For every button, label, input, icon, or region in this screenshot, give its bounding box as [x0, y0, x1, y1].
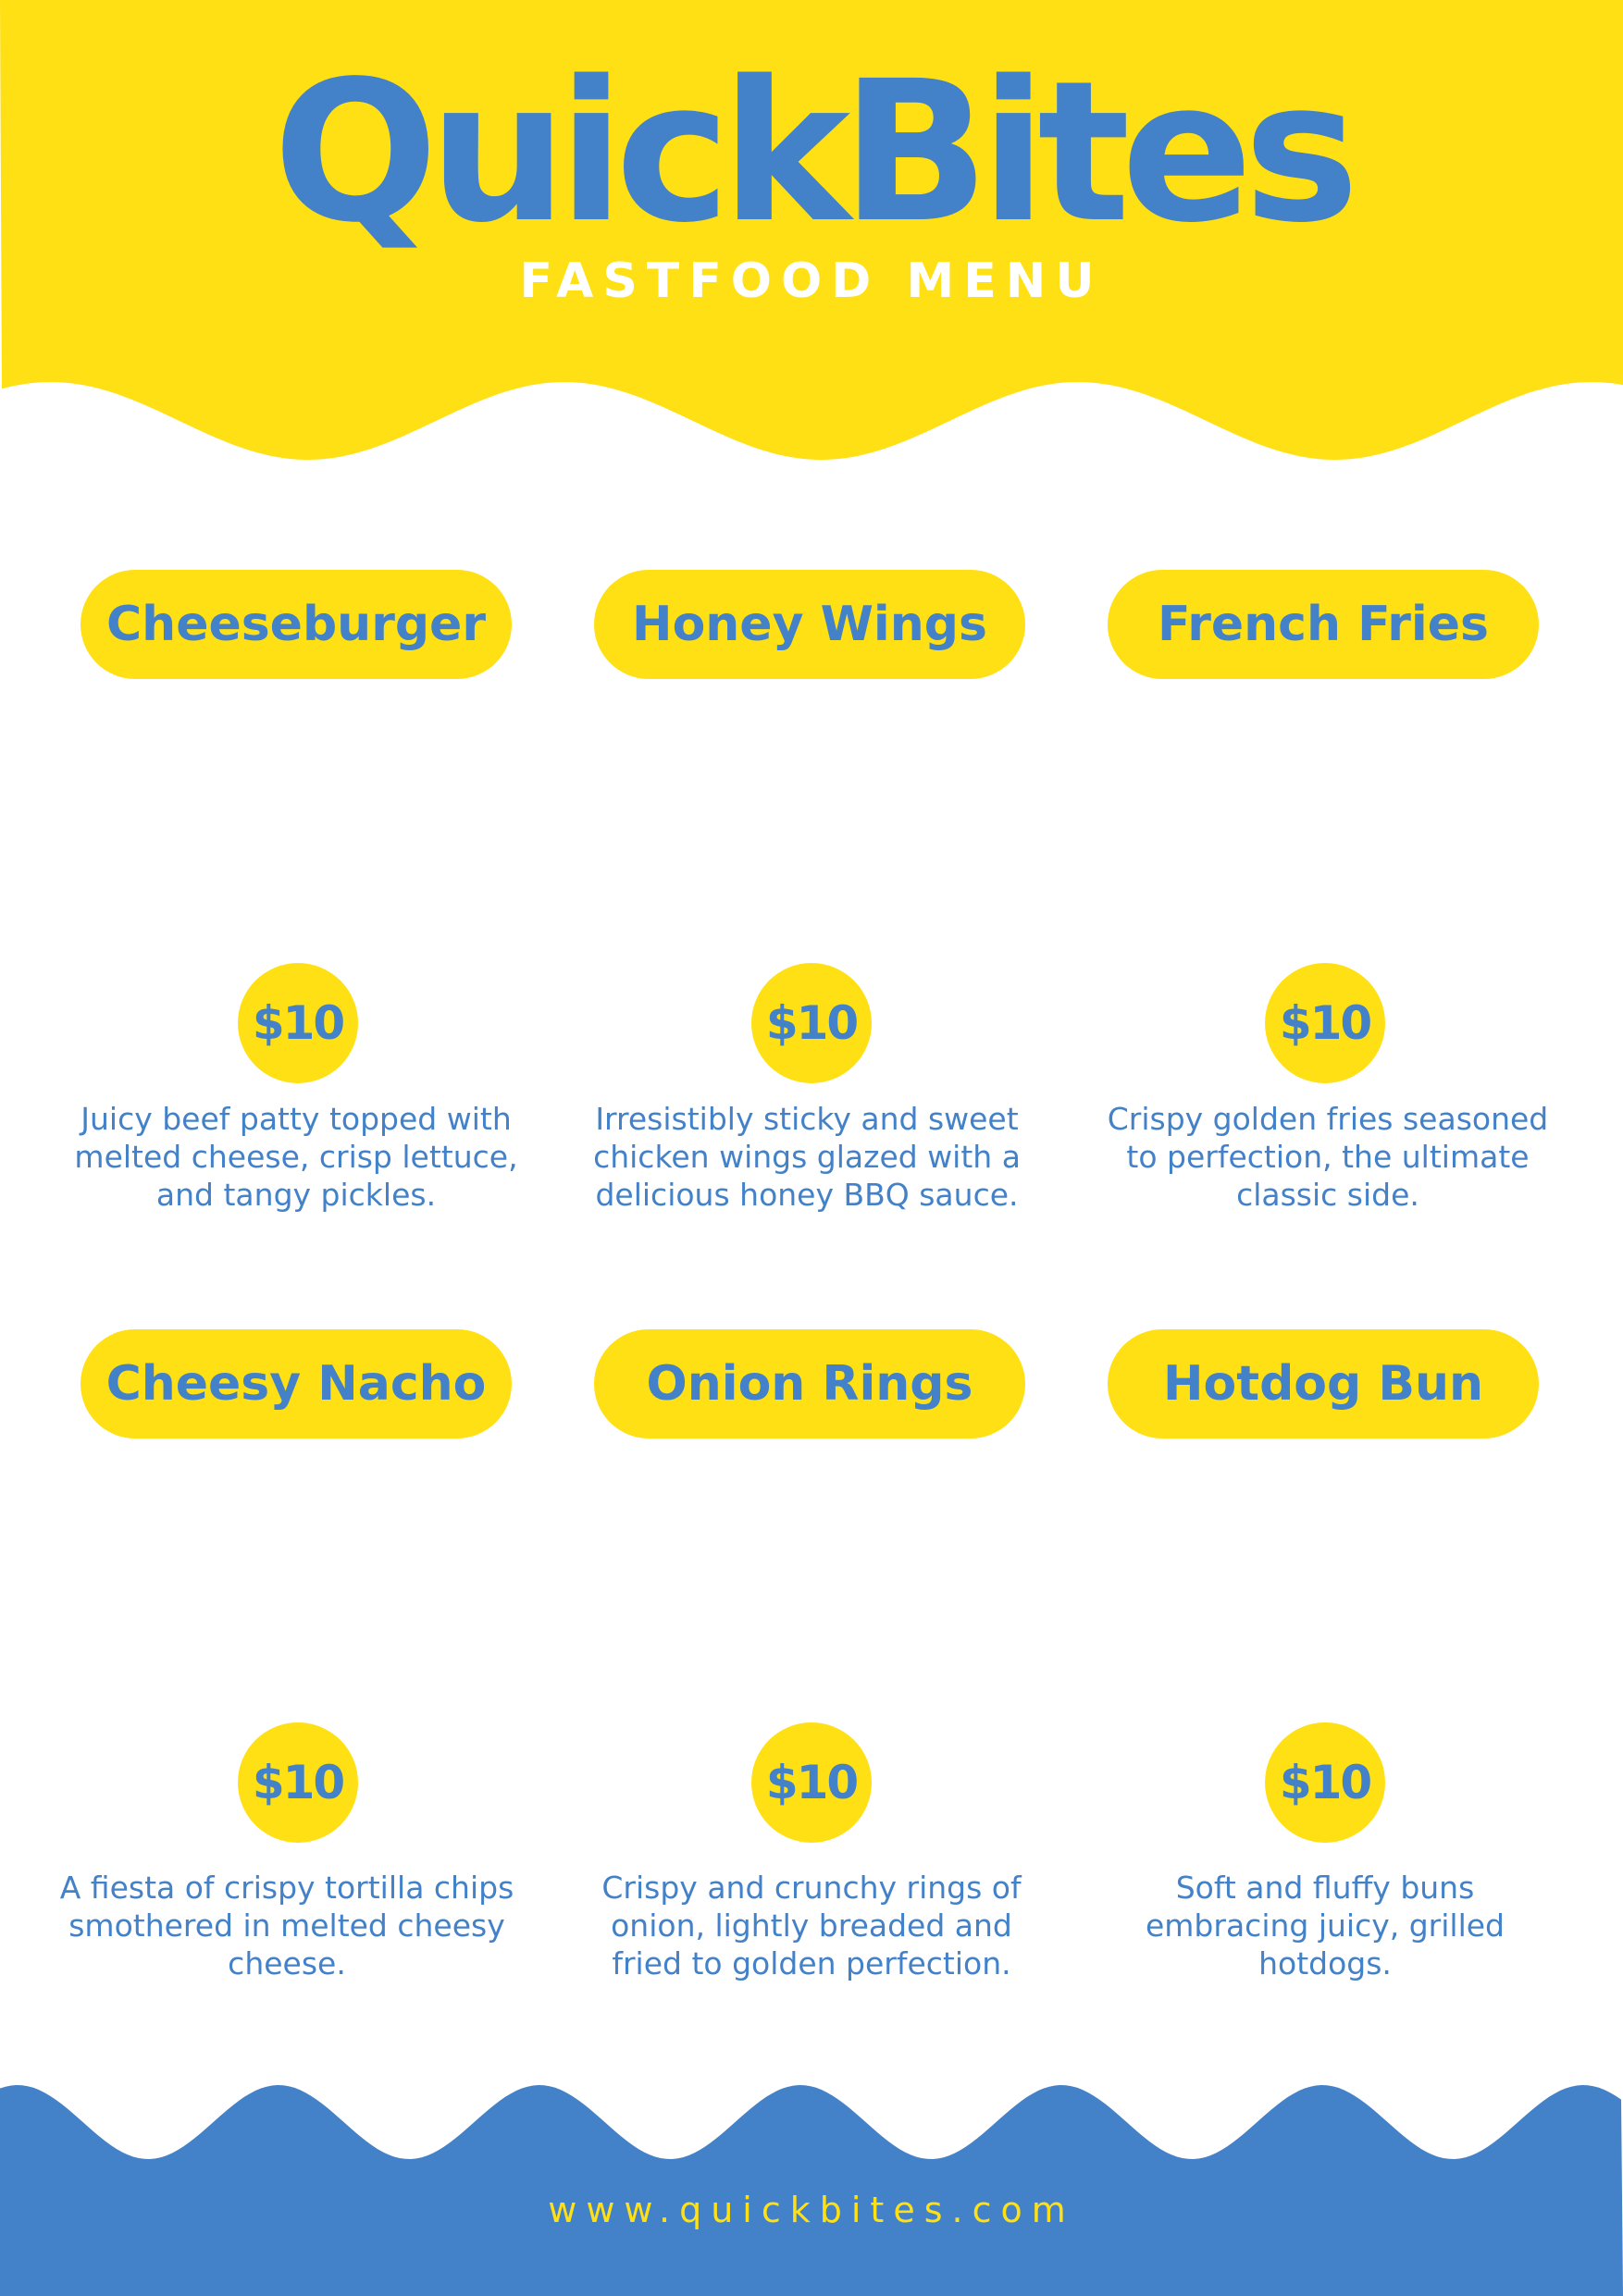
price-text: $10	[765, 996, 858, 1050]
brand-logo-text: QuickBites	[273, 39, 1350, 265]
footer-wave-background	[0, 2044, 1623, 2296]
price-badge	[1265, 963, 1385, 1083]
item-name-pill	[81, 570, 512, 679]
item-description: Crispy golden fries seasoned to perfection, the ultimate classic side.	[1107, 1101, 1549, 1213]
item-name-pill	[594, 570, 1025, 679]
price-badge	[238, 1722, 358, 1843]
price-badge	[1265, 1722, 1385, 1843]
item-description: Crispy and crunchy rings of onion, lightly breaded and fried to golden perfection.	[601, 1870, 1022, 1981]
price-text: $10	[765, 1756, 858, 1809]
item-name-pill	[1108, 570, 1539, 679]
price-badge	[751, 1722, 872, 1843]
price-text: $10	[1279, 996, 1371, 1050]
price-text: $10	[252, 1756, 344, 1809]
price-text: $10	[252, 996, 344, 1050]
item-description: Soft and fluffy buns embracing juicy, grilled hotdogs.	[1145, 1870, 1505, 1981]
website-url: www.quickbites.com	[548, 2190, 1075, 2230]
price-text: $10	[1279, 1756, 1371, 1809]
price-badge	[751, 963, 872, 1083]
item-name: Hotdog Bun	[1162, 1356, 1484, 1412]
menu-subtitle: FASTFOOD MENU	[519, 253, 1104, 309]
item-name: Onion Rings	[646, 1356, 973, 1412]
item-name-pill	[1108, 1329, 1539, 1438]
item-name-pill	[594, 1329, 1025, 1438]
item-name: French Fries	[1158, 597, 1489, 652]
item-description: Irresistibly sticky and sweet chicken wings glazed with a delicious honey BBQ sauce.	[593, 1101, 1021, 1213]
item-description: Juicy beef patty topped with melted cheese, crisp lettuce, and tangy pickles.	[74, 1101, 518, 1213]
price-badge	[238, 963, 358, 1083]
item-name: Cheesy Nacho	[105, 1356, 487, 1412]
item-description: A fiesta of crispy tortilla chips smothered in melted cheesy cheese.	[59, 1870, 514, 1981]
item-name: Cheeseburger	[106, 597, 486, 652]
item-name: Honey Wings	[632, 597, 987, 652]
item-name-pill	[81, 1329, 512, 1438]
